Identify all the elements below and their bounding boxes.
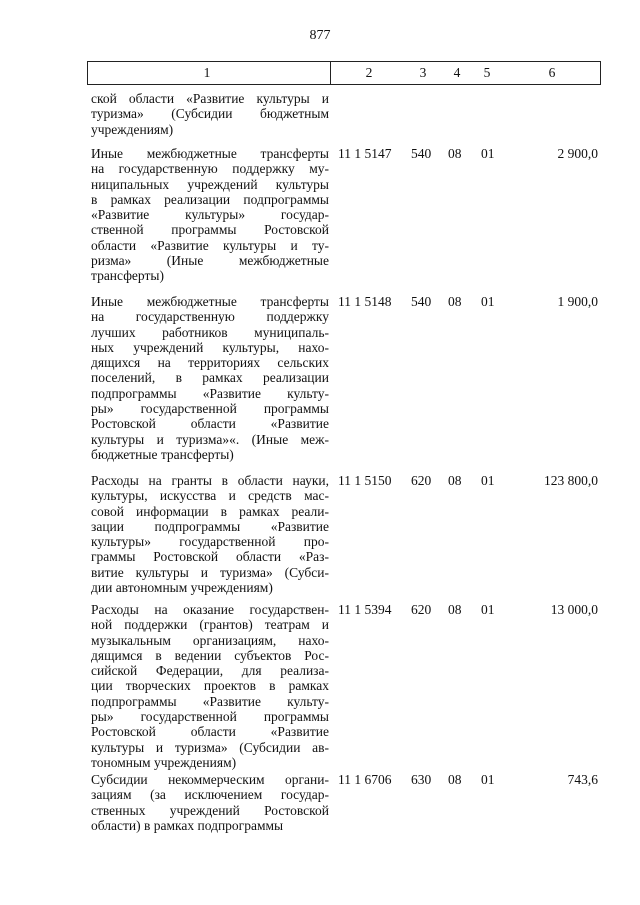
table-header: [87, 61, 601, 85]
description-line: зациям (за исключением государ-: [91, 787, 329, 803]
row-expense-type: 620: [411, 473, 432, 488]
row-section: 08: [448, 602, 462, 617]
row-expense-type: 540: [411, 294, 432, 309]
row-subsection: 01: [481, 294, 495, 309]
row-amount: 743,6: [567, 772, 598, 787]
description-line: граммы Ростовской области «Раз-: [91, 549, 329, 565]
description-line: совой информации в рамках реали-: [91, 503, 329, 519]
description-line: трансферты): [91, 268, 164, 284]
header-col-1: 1: [203, 65, 211, 80]
description-line: подпрограммы «Развитие культу-: [91, 385, 329, 401]
description-line: ры» государственной программы: [91, 709, 329, 725]
row-description: [91, 473, 329, 595]
description-line: дящихся на территориях сельских: [91, 355, 329, 371]
description-line: Расходы на гранты в области науки,: [91, 473, 329, 488]
description-line: ственной программы Ростовской: [91, 222, 329, 238]
description-line: зации подпрограммы «Развитие: [91, 518, 329, 534]
description-line: ской области «Развитие культуры и: [91, 91, 329, 106]
header-col-5: 5: [483, 65, 491, 80]
row-subsection: 01: [481, 473, 495, 488]
row-code: 11 1 5394: [338, 602, 392, 617]
row-description: [91, 146, 329, 284]
description-line: Расходы на оказание государствен-: [91, 602, 329, 617]
description-line: тономным учреждениям): [91, 754, 237, 770]
description-line: области) в рамках подпрограммы: [91, 817, 284, 833]
description-line: ризма» (Иные межбюджетные: [91, 253, 329, 269]
description-line: культуры и туризма» (Субсидии ав-: [91, 739, 329, 755]
description-line: туризма» (Субсидии бюджетным: [91, 106, 329, 122]
description-line: подпрограммы «Развитие культу-: [91, 693, 329, 709]
row-amount: 2 900,0: [557, 146, 598, 161]
description-line: в рамках реализации подпрограммы: [91, 191, 329, 207]
description-line: Ростовской области «Развитие: [91, 416, 329, 432]
row-code: 11 1 5150: [338, 473, 392, 488]
row-description: [91, 294, 329, 462]
row-subsection: 01: [481, 146, 495, 161]
row-expense-type: 630: [411, 772, 432, 787]
description-line: культуры» государственной про-: [91, 534, 329, 550]
description-line: бюджетные трансферты): [91, 446, 234, 462]
header-col-3: 3: [419, 65, 427, 80]
row-amount: 13 000,0: [550, 602, 598, 617]
row-description: [91, 772, 329, 833]
row-amount: 1 900,0: [557, 294, 598, 309]
description-line: ниципальных учреждений культуры: [91, 176, 329, 192]
row-code: 11 1 6706: [338, 772, 392, 787]
row-section: 08: [448, 772, 462, 787]
description-line: на государственную поддержку: [91, 309, 329, 325]
description-line: Иные межбюджетные трансферты: [91, 294, 329, 309]
description-line: Ростовской области «Развитие: [91, 724, 329, 740]
row-description: [91, 602, 329, 770]
row-section: 08: [448, 146, 462, 161]
row-amount: 123 800,0: [544, 473, 598, 488]
row-subsection: 01: [481, 772, 495, 787]
description-line: культуры и туризма»«. (Иные меж-: [91, 431, 329, 447]
description-line: Субсидии некоммерческим органи-: [91, 772, 329, 787]
description-line: сийской Федерации, для реализа-: [91, 663, 329, 679]
description-line: лучших работников муниципаль-: [91, 324, 329, 340]
page-number: 877: [309, 28, 331, 43]
header-col-4: 4: [453, 65, 461, 80]
description-line: учреждениям): [91, 121, 174, 137]
row-code: 11 1 5147: [338, 146, 392, 161]
description-line: ных учреждений культуры, нахо-: [91, 339, 329, 355]
description-line: ной поддержки (грантов) театрам и: [91, 617, 329, 633]
description-line: ции творческих проектов в рамках: [91, 678, 329, 694]
row-section: 08: [448, 473, 462, 488]
description-line: дящимся в ведении субъектов Рос-: [91, 647, 329, 663]
row-description: [91, 91, 329, 137]
row-expense-type: 540: [411, 146, 432, 161]
row-subsection: 01: [481, 602, 495, 617]
description-line: области «Развитие культуры и ту-: [91, 237, 329, 253]
description-line: поселений, в рамках реализации: [91, 370, 329, 386]
header-col-2: 2: [365, 65, 373, 80]
row-section: 08: [448, 294, 462, 309]
description-line: «Развитие культуры» государ-: [91, 207, 329, 223]
row-expense-type: 620: [411, 602, 432, 617]
description-line: Иные межбюджетные трансферты: [91, 146, 329, 161]
header-col-6: 6: [548, 65, 556, 80]
description-line: ственных учреждений Ростовской: [91, 802, 329, 818]
row-code: 11 1 5148: [338, 294, 392, 309]
description-line: витие культуры и туризма» (Субси-: [91, 564, 329, 580]
description-line: ры» государственной программы: [91, 401, 329, 417]
description-line: на государственную поддержку му-: [91, 161, 329, 177]
description-line: дии автономным учреждениям): [91, 580, 273, 596]
description-line: культуры, искусства и средств мас-: [91, 488, 329, 504]
description-line: музыкальным организациям, нахо-: [91, 632, 329, 648]
